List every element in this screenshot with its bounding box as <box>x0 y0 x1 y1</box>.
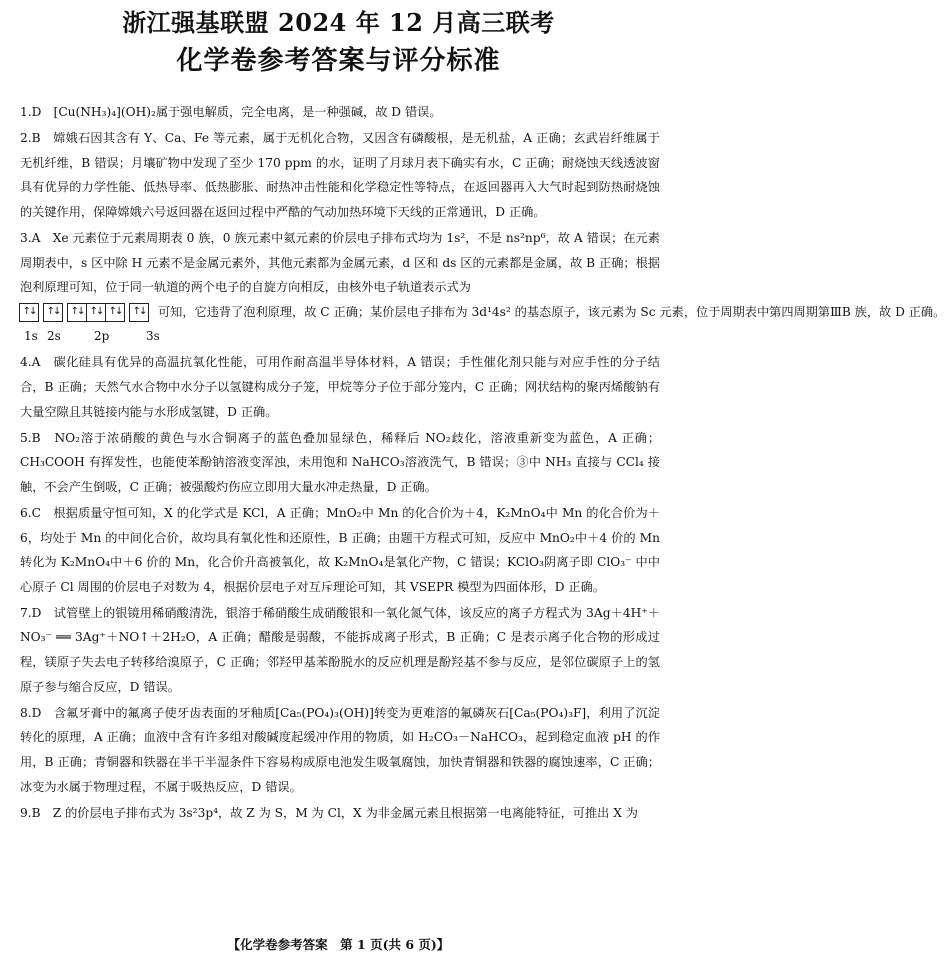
orbital-box: ↑↓ <box>105 303 125 322</box>
orbital-2p <box>68 303 125 322</box>
page-footer: 【化学卷参考答案 第 1 页(共 6 页)】 <box>227 937 450 952</box>
orbital-labels <box>20 324 660 349</box>
answer-item-3-text: 3.A Xe 元素位于元素周期表 0 族，0 族元素中氦元素的价层电子排布式均为 1s²，不是 ns²np⁶，故 A 错误；在元素周期表中，s 区中除 H 元素不是金属元素外，其他元素都为金属元素，d 区和 ds 区的元素都是金属，故 B 正确；根据泡利原理可知，位于同一轨道的两个电子的自旋方向相反，由核外电子轨道表示式为 <box>20 230 660 295</box>
document-subtitle: 化学卷参考答案与评分标准 <box>176 46 501 76</box>
answer-item-8: 8.D 含氟牙膏中的氟离子使牙齿表面的牙釉质[Ca₅(PO₄)₃(OH)]转变为更难溶的氟磷灰石[Ca₅(PO₄)₃F]，利用了沉淀转化的原理，A 正确；血液中含有许多组对酸碱度起缓冲作用的物质，如 H₂CO₃－NaHCO₃，起到稳定血液 pH 的作用，B 正确；青铜器和铁器在半干半湿条件下容易构成原电池发生吸氧腐蚀，加快青铜器和铁器的腐蚀速率，C 正确；冰变为水属于物理过程，不属于吸热反应，D 错误。 <box>20 705 660 794</box>
answer-item-6: 6.C 根据质量守恒可知，X 的化学式是 KCl，A 正确；MnO₂中 Mn 的化合价为＋4，K₂MnO₄中 Mn 的化合价为＋6，均处于 Mn 的中间化合价，故均具有氧化性和还原性，B 正确；由题干方程式可知，反应中 MnO₂中＋4 价的 Mn 转化为 K₂MnO₄中＋6 价的 Mn，化合价升高被氧化，故 K₂MnO₄是氧化产物，C 错误；KClO₃阴离子即 ClO₃⁻ 中中心原子 Cl 周围的价层电子对数为 4，根据价层电子对互斥理论可知，其 VSEPR 模型为四面体形，D 正确。 <box>20 506 660 594</box>
orbital-1s <box>20 303 39 322</box>
orbital-label: 2s <box>47 329 61 344</box>
orbital-box: ↑↓ <box>129 303 149 322</box>
orbital-label: 3s <box>146 329 160 344</box>
answer-list <box>20 100 945 827</box>
answer-item-3-continuation: 可知，它违背了泡利原理，故 C 正确；某价层电子排布为 3d¹4s² 的基态原子，该元素为 Sc 元素，位于周期表中第四周期第ⅢB 族，故 D 正确。 <box>158 304 945 319</box>
orbital-box: ↑↓ <box>86 303 106 322</box>
answer-item-5: 5.B NO₂溶于浓硝酸的黄色与水合铜离子的蓝色叠加显绿色，稀释后 NO₂歧化，溶液重新变为蓝色，A 正确；CH₃COOH 有挥发性，也能使苯酚钠溶液变浑浊，未用饱和 NaHCO₃溶液洗气，B 错误；③中 NH₃ 直接与 CCl₄ 接触，不会产生倒吸，C 正确；被强酸灼伤应立即用大量水冲走热量，D 正确。 <box>20 430 660 494</box>
orbital-2s <box>44 303 63 322</box>
orbital-label: 1s <box>24 329 38 344</box>
answer-item-2: 2.B 嫦娥石因其含有 Y、Ca、Fe 等元素，属于无机化合物，又因含有磷酸根，是无机盐，A 正确；玄武岩纤维属于无机纤维，B 错误；月壤矿物中发现了至少 170 ppm 的水，证明了月球月表下确实有水，C 正确；耐烧蚀天线透波窗具有优异的力学性能、低热导率、低热膨胀、耐热冲击性能和化学稳定性等特点，在返回器再入大气时起到防热耐烧蚀的关键作用，保障嫦娥六号返回器在返回过程中严酷的气动加热环境下天线的正常通讯，D 正确。 <box>20 131 660 219</box>
orbital-diagram <box>20 300 945 325</box>
answer-item-1: 1.D [Cu(NH₃)₄](OH)₂属于强电解质，完全电离，是一种强碱，故 D 错误。 <box>20 105 442 119</box>
exam-title: 浙江强基联盟 2024 年 12 月高三联考 <box>122 8 555 37</box>
orbital-3s <box>130 303 149 322</box>
answer-item-3 <box>20 226 945 349</box>
answer-item-9: 9.B Z 的价层电子排布式为 3s²3p⁴，故 Z 为 S，M 为 Cl，X 为非金属元素且根据第一电离能特征，可推出 X 为 <box>20 805 638 820</box>
orbital-label: 2p <box>94 329 110 344</box>
orbital-box: ↑↓ <box>19 303 39 322</box>
orbital-box: ↑↓ <box>67 303 87 322</box>
answer-item-4: 4.A 碳化硅具有优异的高温抗氧化性能，可用作耐高温半导体材料，A 错误；手性催化剂只能与对应手性的分子结合，B 正确；天然气水合物中水分子以氢键构成分子笼，甲烷等分子位于部分笼内，C 正确；网状结构的聚丙烯酸钠有大量空隙且其链接内能与水形成氢键，D 正确。 <box>20 355 660 419</box>
orbital-box: ↑↓ <box>43 303 63 322</box>
answer-item-7: 7.D 试管壁上的银镜用稀硝酸清洗，银溶于稀硝酸生成硝酸银和一氧化氮气体，该反应的离子方程式为 3Ag＋4H⁺＋NO₃⁻ ══ 3Ag⁺＋NO↑＋2H₂O，A 正确；醋酸是弱酸，不能拆成离子形式，B 正确；C 是表示离子化合物的形成过程，镁原子失去电子转移给溴原子，C 正确；邻羟甲基苯酚脱水的反应机理是酚羟基不参与反应，是邻位碳原子上的氢原子参与缩合反应，D 错误。 <box>20 605 660 694</box>
